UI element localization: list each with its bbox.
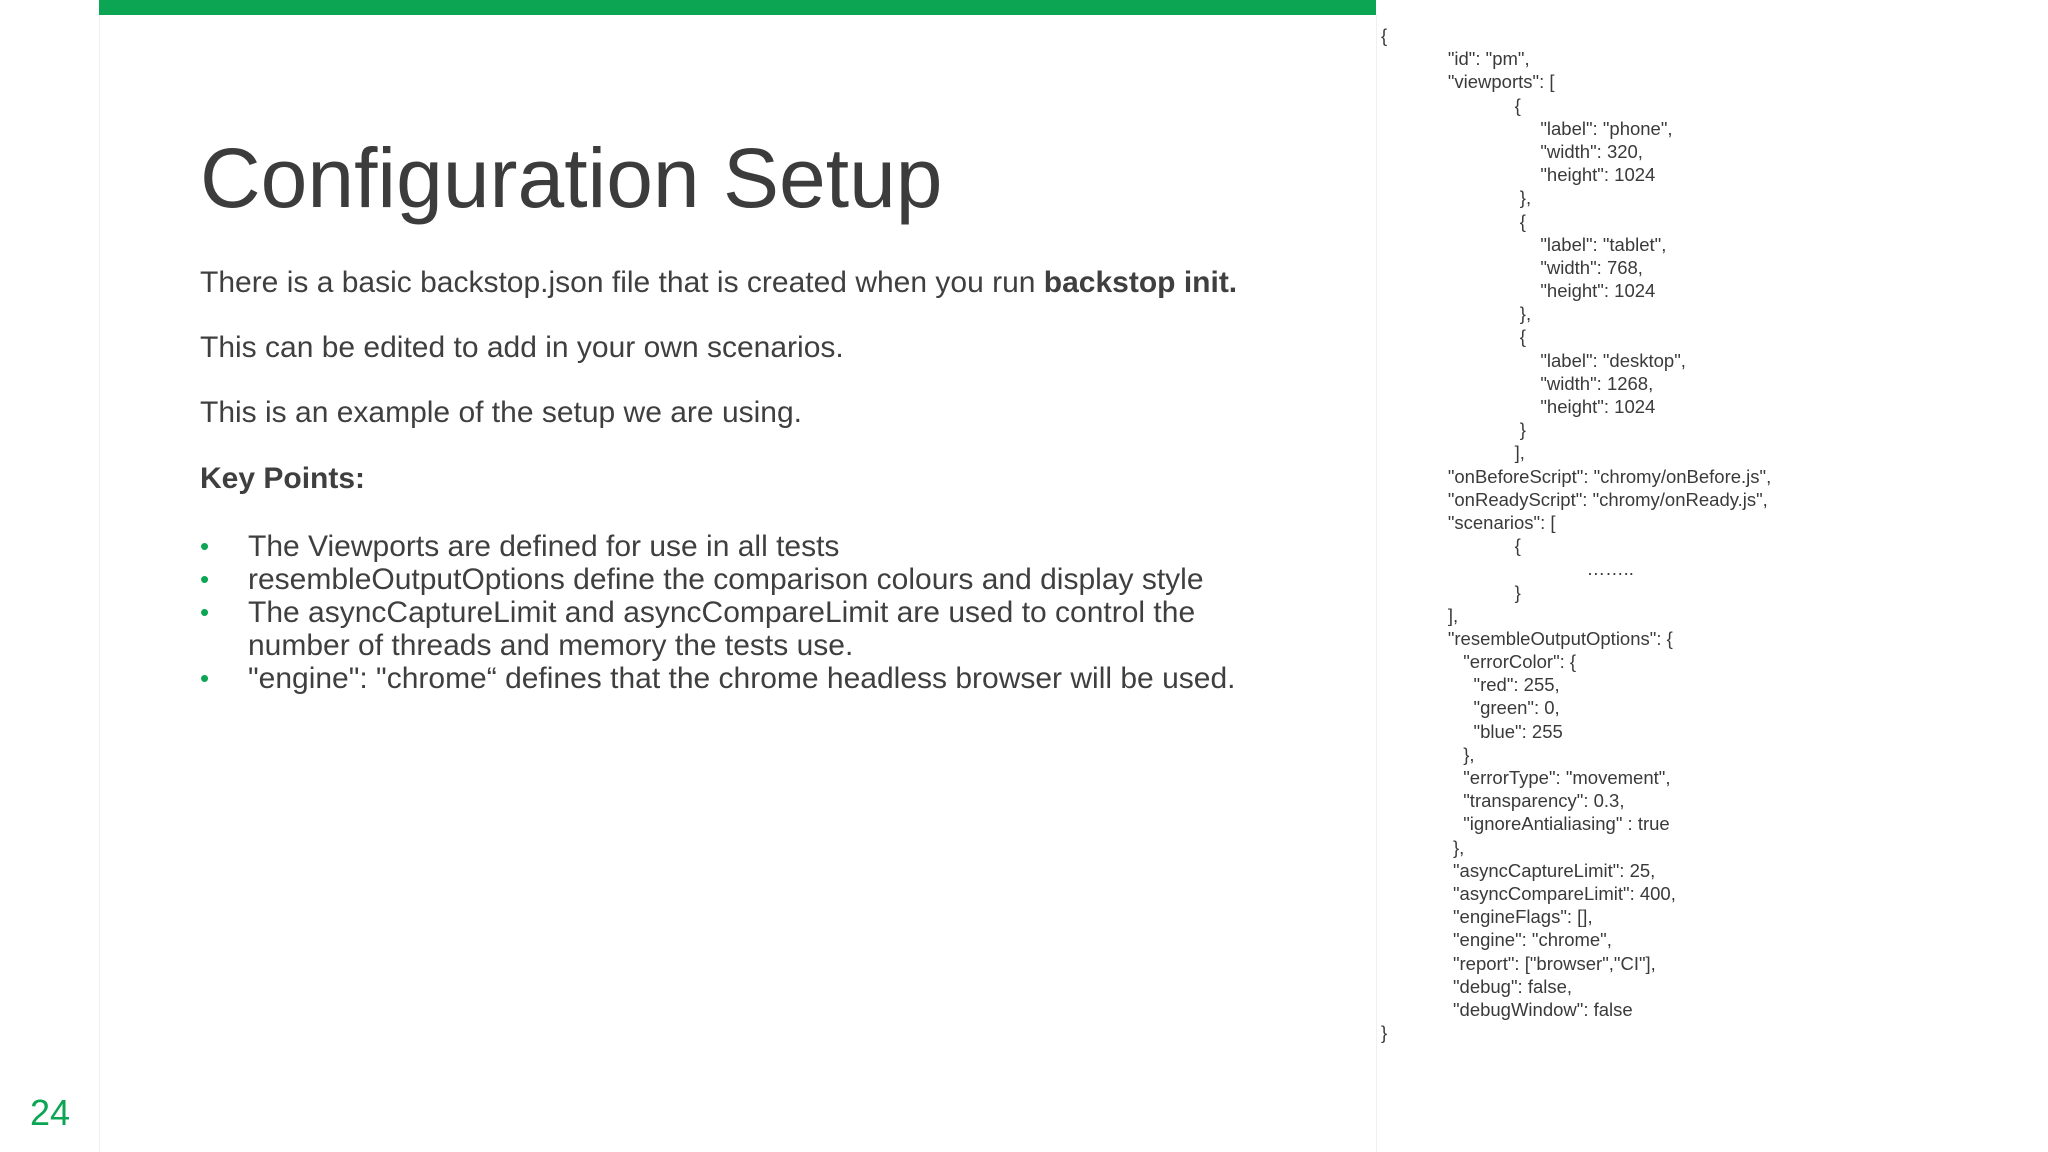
code-line: "green": 0, bbox=[1381, 697, 1560, 719]
code-line: "transparency": 0.3, bbox=[1381, 790, 1625, 812]
bullet-item: • "engine": "chrome“ defines that the chrome headless browser will be used. bbox=[200, 662, 1236, 695]
bullet-icon: • bbox=[200, 597, 210, 627]
code-line: "label": "phone", bbox=[1381, 117, 1673, 139]
code-line: } bbox=[1381, 1022, 1388, 1044]
code-line: "ignoreAntialiasing" : true bbox=[1381, 813, 1670, 835]
code-line: "width": 1268, bbox=[1381, 372, 1654, 394]
code-line: "report": ["browser","CI"], bbox=[1381, 952, 1656, 974]
code-line: …….. bbox=[1381, 558, 1634, 580]
code-line: }, bbox=[1381, 743, 1475, 765]
slide-title: Configuration Setup bbox=[200, 131, 943, 225]
code-line: }, bbox=[1381, 187, 1532, 209]
code-line: "asyncCompareLimit": 400, bbox=[1381, 882, 1676, 904]
code-line: ], bbox=[1381, 604, 1459, 626]
code-line: "onReadyScript": "chromy/onReady.js", bbox=[1381, 488, 1768, 510]
code-line: }, bbox=[1381, 836, 1465, 858]
code-line: { bbox=[1381, 25, 1388, 46]
intro-command: backstop init. bbox=[1043, 266, 1238, 299]
paragraph-example: This is an example of the setup we are using. bbox=[200, 396, 802, 429]
code-line: "engineFlags": [], bbox=[1381, 906, 1593, 928]
bullet-icon: • bbox=[200, 531, 210, 561]
code-line: } bbox=[1381, 581, 1521, 603]
bullet-item: • resembleOutputOptions define the comparison colours and display style bbox=[200, 563, 1204, 596]
code-line: { bbox=[1381, 210, 1526, 232]
code-line: "height": 1024 bbox=[1381, 396, 1656, 417]
key-points-list bbox=[200, 530, 1300, 695]
code-line: "id": "pm", bbox=[1381, 48, 1530, 70]
slide-number: 24 bbox=[30, 1092, 71, 1133]
code-line: "height": 1024 bbox=[1381, 280, 1656, 302]
code-line: "resembleOutputOptions": { bbox=[1381, 627, 1673, 649]
code-line: "onBeforeScript": "chromy/onBefore.js", bbox=[1381, 465, 1772, 487]
intro-text: There is a basic backstop.json file that is created when you run bbox=[200, 266, 1044, 299]
code-line: "debug": false, bbox=[1381, 975, 1573, 997]
code-line: { bbox=[1381, 326, 1526, 348]
column-divider bbox=[1376, 15, 1377, 1152]
bullet-icon: • bbox=[200, 564, 210, 594]
code-line: ], bbox=[1381, 442, 1525, 464]
code-line: { bbox=[1381, 94, 1521, 116]
code-line: "scenarios": [ bbox=[1381, 511, 1556, 533]
code-line: "height": 1024 bbox=[1381, 164, 1656, 186]
code-line: { bbox=[1381, 535, 1521, 557]
code-line: "asyncCaptureLimit": 25, bbox=[1381, 859, 1656, 881]
code-line: "width": 768, bbox=[1381, 256, 1643, 278]
code-line: "label": "desktop", bbox=[1381, 349, 1686, 371]
code-line: "errorType": "movement", bbox=[1381, 767, 1671, 788]
code-line: "red": 255, bbox=[1381, 674, 1560, 696]
code-line: "debugWindow": false bbox=[1381, 998, 1633, 1020]
left-margin bbox=[0, 0, 100, 1152]
bullet-item: • The asyncCaptureLimit and asyncCompareLimit are used to control the number of threads and memory the tests use. bbox=[200, 596, 1196, 662]
bullet-item: • The Viewports are defined for use in all tests bbox=[200, 530, 840, 563]
code-line: "width": 320, bbox=[1381, 140, 1643, 162]
paragraph-edit: This can be edited to add in your own scenarios. bbox=[200, 331, 844, 364]
code-line: "viewports": [ bbox=[1381, 71, 1555, 93]
top-accent-bar bbox=[99, 0, 1376, 15]
code-line: "errorColor": { bbox=[1381, 651, 1577, 673]
code-line: "label": "tablet", bbox=[1381, 233, 1667, 255]
code-line: } bbox=[1381, 419, 1526, 441]
intro-paragraph bbox=[200, 266, 1237, 300]
code-line: "blue": 255 bbox=[1381, 720, 1563, 742]
json-config-code bbox=[1381, 24, 2041, 1044]
key-points-heading: Key Points: bbox=[200, 462, 366, 495]
bullet-icon: • bbox=[200, 663, 210, 693]
code-line: }, bbox=[1381, 303, 1532, 325]
code-line: "engine": "chrome", bbox=[1381, 929, 1612, 951]
